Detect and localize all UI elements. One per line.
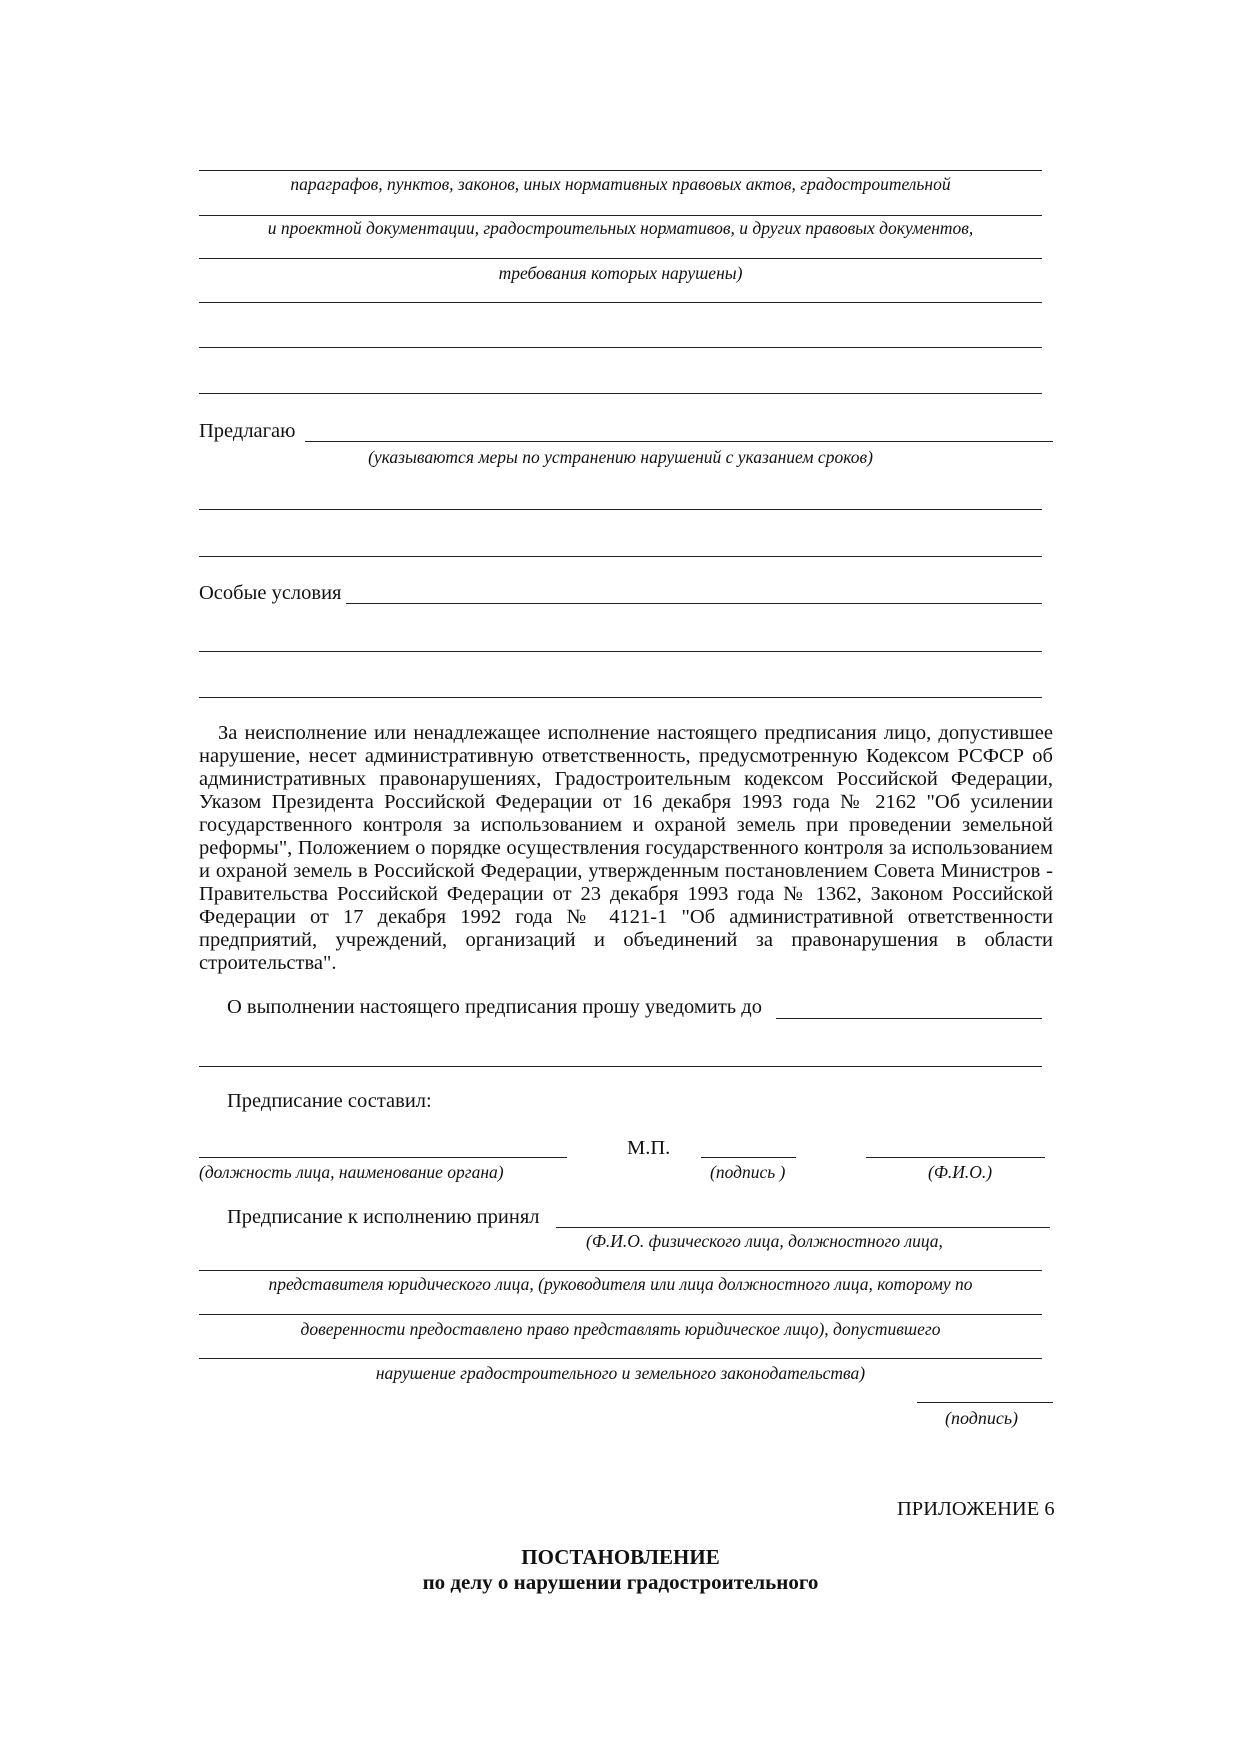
fill-line xyxy=(199,393,1042,394)
composed-label: Предписание составил: xyxy=(227,1090,432,1112)
fill-line xyxy=(199,509,1042,510)
position-line xyxy=(199,1157,567,1158)
resolution-title: ПОСТАНОВЛЕНИЕ xyxy=(521,1545,720,1569)
fill-line xyxy=(199,651,1042,652)
caption-line-2: и проектной документации, градостроительных нормативов, и других правовых документов, xyxy=(267,218,974,238)
fill-line xyxy=(199,347,1042,348)
signature-caption: (подпись ) xyxy=(710,1162,786,1182)
fill-line xyxy=(199,1066,1042,1067)
caption-line-3: требования которых нарушены) xyxy=(498,263,743,283)
fill-line xyxy=(199,697,1042,698)
appendix-label: ПРИЛОЖЕНИЕ 6 xyxy=(897,1498,1055,1520)
liability-paragraph: За неисполнение или ненадлежащее исполнение настоящего предписания лицо, допустившее нарушение, несет административную ответственность, предусмотренную Кодексом РСФСР об административных правонарушениях, Градостроительным кодексом Российской Федерации, Указом Президента Российской Федерации от 16 декабря 1993 года № 2162 "Об усилении государственного контроля за использованием и охраной земель при проведении земельной реформы", Положением о порядке осуществления государственного контроля за использованием и охраной земель в Российской Федерации, утвержденным постановлением Совета Министров - Правительства Российской Федерации от 23 декабря 1993 года № 1362, Законом Российской Федерации от 17 декабря 1992 года № 4121-1 "Об административной ответственности предприятий, учреждений, организаций и объединений за правонарушения в области строительства". xyxy=(199,722,1053,974)
notify-label: О выполнении настоящего предписания прошу уведомить до xyxy=(227,996,762,1018)
measures-caption: (указываются меры по устранению нарушений с указанием сроков) xyxy=(368,447,873,467)
accepted-caption-3: доверенности предоставлено право представлять юридическое лицо), допустившего xyxy=(300,1319,941,1339)
signature-line xyxy=(701,1157,796,1158)
name-line xyxy=(866,1157,1045,1158)
special-fill-line xyxy=(346,603,1042,604)
accepted-caption-2: представителя юридического лица, (руководителя или лица должностного лица, которому по xyxy=(268,1274,973,1294)
notify-date-line xyxy=(776,1018,1042,1019)
caption-line-1: параграфов, пунктов, законов, иных нормативных правовых актов, градостроительной xyxy=(290,174,951,194)
name-caption: (Ф.И.О.) xyxy=(928,1162,993,1182)
fill-line xyxy=(199,1358,1042,1359)
fill-line xyxy=(199,556,1042,557)
stamp-label: М.П. xyxy=(627,1137,671,1159)
fill-line xyxy=(199,170,1042,171)
fill-line xyxy=(199,258,1042,259)
accepted-label: Предписание к исполнению принял xyxy=(227,1206,540,1228)
fill-line xyxy=(199,1314,1042,1315)
accepted-fill-line xyxy=(556,1227,1050,1228)
fill-line xyxy=(199,215,1042,216)
propose-label: Предлагаю xyxy=(199,420,296,442)
accepted-caption-4: нарушение градостроительного и земельного законодательства) xyxy=(375,1363,866,1383)
fill-line xyxy=(199,1270,1042,1271)
final-signature-line xyxy=(917,1402,1053,1403)
final-signature-caption: (подпись) xyxy=(945,1408,1019,1428)
accepted-caption-1: (Ф.И.О. физического лица, должностного лица, xyxy=(586,1231,943,1251)
position-caption: (должность лица, наименование органа) xyxy=(199,1162,504,1182)
fill-line xyxy=(199,302,1042,303)
special-conditions-label: Особые условия xyxy=(199,582,342,604)
resolution-subtitle: по делу о нарушении градостроительного xyxy=(422,1570,819,1594)
propose-fill-line xyxy=(305,441,1053,442)
